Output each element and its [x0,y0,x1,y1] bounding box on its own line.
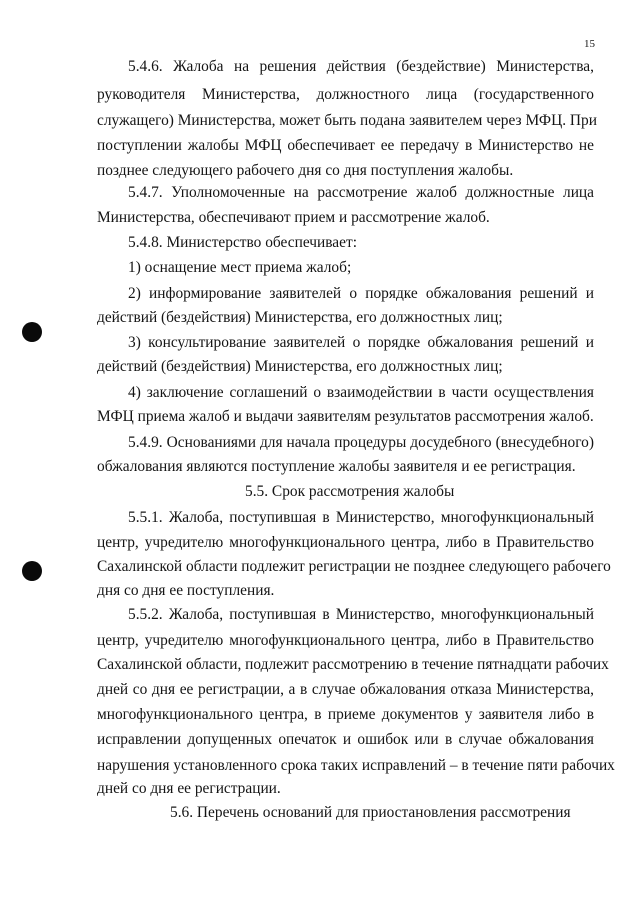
text-line: Сахалинской области, подлежит рассмотрению в течение пятнадцати рабочих [97,656,609,673]
text-line: 5.4.7. Уполномоченные на рассмотрение жалоб должностные лица [128,184,594,201]
text-line: 4) заключение соглашений о взаимодействии в части осуществления [128,384,594,401]
text-line: позднее следующего рабочего дня со дня поступления жалобы. [97,162,514,179]
text-line: исправлении допущенных опечаток и ошибок или в случае обжалования [97,731,594,748]
page-number: 15 [584,38,595,50]
text-line: дней со дня ее регистрации. [97,780,281,797]
text-line: дней со дня ее регистрации, а в случае обжалования отказа Министерства, [97,681,594,698]
text-line: 2) информирование заявителей о порядке обжалования решений и [128,285,594,302]
text-line: дня со дня ее поступления. [97,582,275,599]
text-line: поступлении жалобы МФЦ обеспечивает ее передачу в Министерство не [97,137,594,154]
text-line: 5.4.6. Жалоба на решения действия (бездействие) Министерства, [128,58,594,75]
text-line: 5.5.2. Жалоба, поступившая в Министерство, многофункциональный [128,606,594,623]
punch-hole-mark [22,561,42,581]
text-line: Сахалинской области подлежит регистрации не позднее следующего рабочего [97,558,611,575]
text-line: руководителя Министерства, должностного лица (государственного [97,86,594,103]
text-line: 1) оснащение мест приема жалоб; [128,259,352,276]
text-line: 5.4.8. Министерство обеспечивает: [128,234,357,251]
text-line: центр, учредителю многофункционального центра, либо в Правительство [97,534,594,551]
text-line: служащего) Министерства, может быть подана заявителем через МФЦ. При [97,112,597,129]
text-line: Министерства, обеспечивают прием и рассмотрение жалоб. [97,209,490,226]
text-line: действий (бездействия) Министерства, его должностных лиц; [97,358,503,375]
text-line: 5.5.1. Жалоба, поступившая в Министерство, многофункциональный [128,509,594,526]
text-line: действий (бездействия) Министерства, его должностных лиц; [97,309,503,326]
section-heading: 5.6. Перечень оснований для приостановления рассмотрения [170,804,571,821]
text-line: 5.4.9. Основаниями для начала процедуры досудебного (внесудебного) [128,434,594,451]
text-line: МФЦ приема жалоб и выдачи заявителям результатов рассмотрения жалоб. [97,408,594,425]
punch-hole-mark [22,322,42,342]
section-heading: 5.5. Срок рассмотрения жалобы [245,483,455,500]
text-line: нарушения установленного срока таких исправлений – в течение пяти рабочих [97,757,615,774]
text-line: обжалования являются поступление жалобы заявителя и ее регистрация. [97,458,576,475]
text-line: многофункционального центра, в приеме документов у заявителя либо в [97,706,594,723]
text-line: центр, учредителю многофункционального центра, либо в Правительство [97,632,594,649]
text-line: 3) консультирование заявителей о порядке обжалования решений и [128,334,594,351]
